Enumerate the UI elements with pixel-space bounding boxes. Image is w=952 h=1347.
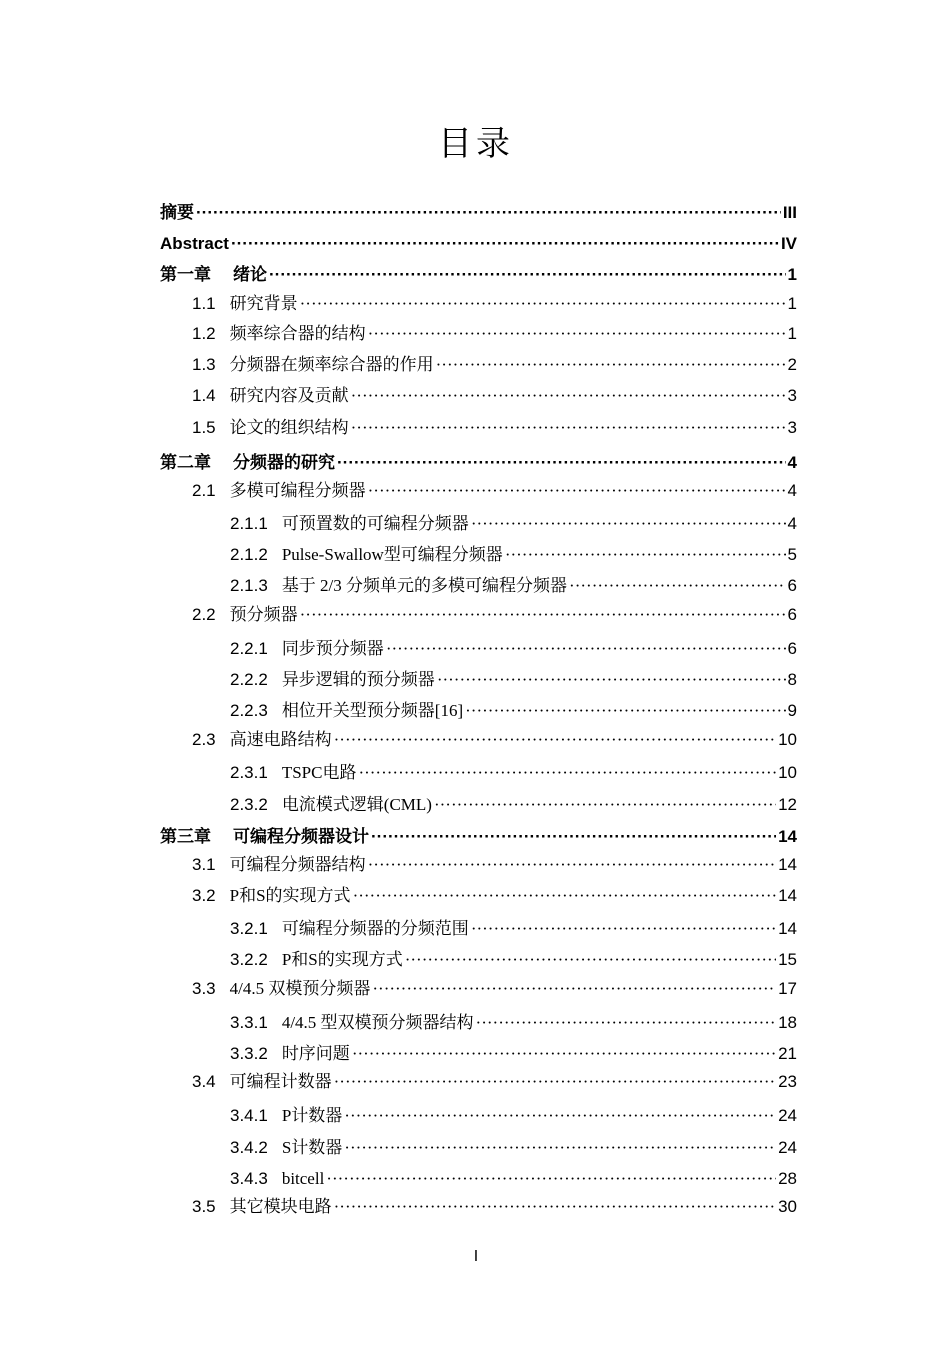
toc-entry-number: 2.3.1 <box>230 763 268 782</box>
toc-entry[interactable] <box>192 1072 797 1092</box>
toc-entry-number: 2.2.3 <box>230 701 268 720</box>
toc-entry[interactable] <box>192 886 797 906</box>
toc-entry-title: 研究背景 <box>229 294 298 313</box>
toc-entry-page: 24 <box>778 1106 797 1125</box>
dot-leader <box>353 886 777 906</box>
dot-leader <box>436 355 786 375</box>
toc-entry[interactable] <box>230 950 797 970</box>
dot-leader <box>476 1013 777 1033</box>
toc-entry-number: 2.2 <box>192 605 216 624</box>
toc-entry-number: 2.1.2 <box>230 545 268 564</box>
toc-entry-page: 6 <box>787 576 797 595</box>
toc-entry-title: 4/4.5 双模预分频器 <box>229 979 371 998</box>
toc-entry[interactable] <box>192 481 797 501</box>
toc-entry-title: 频率综合器的结构 <box>229 324 366 343</box>
dot-leader <box>344 1138 776 1158</box>
toc-entry-page: 12 <box>778 795 797 814</box>
toc-entry-page: 4 <box>787 453 797 472</box>
toc-entry-title: 论文的组织结构 <box>229 418 349 437</box>
dot-leader <box>300 294 786 314</box>
toc-entry-page: 5 <box>787 545 797 564</box>
toc-entry-title: 相位开关型预分频器[16] <box>281 701 464 720</box>
toc-entry[interactable] <box>160 203 797 223</box>
toc-entry-number: 第三章 <box>160 827 211 846</box>
toc-entry-title: 分频器在频率综合器的作用 <box>229 355 434 374</box>
dot-leader <box>326 1169 776 1189</box>
toc-entry[interactable] <box>230 639 797 659</box>
toc-entry-number: 1.3 <box>192 355 216 374</box>
toc-entry[interactable] <box>160 265 797 285</box>
toc-entry-title: 多模可编程分频器 <box>229 481 366 500</box>
toc-entry[interactable] <box>230 919 797 939</box>
dot-leader <box>358 763 776 783</box>
toc-entry[interactable] <box>230 576 797 596</box>
toc-entry-number: 3.3.1 <box>230 1013 268 1032</box>
toc-entry-page: 28 <box>778 1169 797 1188</box>
toc-entry[interactable] <box>192 294 797 314</box>
toc-entry-number: 1.1 <box>192 294 216 313</box>
toc-entry-page: 8 <box>787 670 797 689</box>
toc-entry-page: IV <box>780 234 797 253</box>
toc-entry-number: 3.4 <box>192 1072 216 1091</box>
toc-entry-page: 6 <box>787 639 797 658</box>
toc-entry[interactable] <box>230 1106 797 1126</box>
toc-entry-number: 1.4 <box>192 386 216 405</box>
toc-entry[interactable] <box>230 701 797 721</box>
dot-leader <box>196 203 781 223</box>
toc-entry-title: 电流模式逻辑(CML) <box>281 795 432 814</box>
toc-entry-title: 摘要 <box>160 203 194 222</box>
toc-entry[interactable] <box>192 730 797 750</box>
toc-entry-title: 时序问题 <box>281 1044 350 1063</box>
toc-entry[interactable] <box>230 545 797 565</box>
toc-entry-page: 2 <box>787 355 797 374</box>
toc-entry-page: 4 <box>787 514 797 533</box>
toc-entry-title: Abstract <box>160 234 229 253</box>
toc-entry[interactable] <box>192 979 797 999</box>
dot-leader <box>352 1044 776 1064</box>
toc-entry-title: 可编程分频器设计 <box>233 827 369 846</box>
dot-leader <box>344 1106 776 1126</box>
toc-entry-title: P和S的实现方式 <box>229 886 351 905</box>
toc-entry-number: 2.3.2 <box>230 795 268 814</box>
toc-entry[interactable] <box>230 1169 797 1189</box>
toc-entry-title: 预分频器 <box>229 605 298 624</box>
dot-leader <box>465 701 785 721</box>
toc-entry-page: 1 <box>787 324 797 343</box>
toc-entry-title: TSPC电路 <box>281 763 357 782</box>
toc-entry-title: 可编程分频器结构 <box>229 855 366 874</box>
toc-entry-title: 异步逻辑的预分频器 <box>281 670 435 689</box>
toc-entry-title: P计数器 <box>281 1106 343 1125</box>
dot-leader <box>386 639 786 659</box>
dot-leader <box>231 234 779 254</box>
toc-entry-page: 1 <box>787 294 797 313</box>
toc-entry-number: 2.1 <box>192 481 216 500</box>
toc-entry-number: 3.4.1 <box>230 1106 268 1125</box>
toc-entry[interactable] <box>192 355 797 375</box>
dot-leader <box>434 795 776 815</box>
toc-entry-title: 分频器的研究 <box>233 453 335 472</box>
toc-entry-number: 1.2 <box>192 324 216 343</box>
dot-leader <box>368 481 786 501</box>
toc-entry-page: 10 <box>778 763 797 782</box>
toc-entry-page: 14 <box>778 855 797 874</box>
toc-entry-number: 2.2.2 <box>230 670 268 689</box>
toc-entry-page: 14 <box>778 886 797 905</box>
toc-entry-title: P和S的实现方式 <box>281 950 403 969</box>
toc-entry-page: 14 <box>778 919 797 938</box>
toc-entry[interactable] <box>230 1013 797 1033</box>
toc-entry[interactable] <box>230 1138 797 1158</box>
toc-entry-number: 2.1.3 <box>230 576 268 595</box>
toc-entry-page: 18 <box>778 1013 797 1032</box>
toc-entry-number: 2.1.1 <box>230 514 268 533</box>
toc-entry-page: 10 <box>778 730 797 749</box>
toc-entry-page: 3 <box>787 386 797 405</box>
toc-entry[interactable] <box>230 514 797 534</box>
toc-entry-title: Pulse-Swallow型可编程分频器 <box>281 545 503 564</box>
toc-entry-title: 基于 2/3 分频单元的多模可编程分频器 <box>281 576 568 595</box>
toc-entry-number: 3.3 <box>192 979 216 998</box>
dot-leader <box>351 418 786 438</box>
dot-leader <box>505 545 786 565</box>
toc-entry-title: 研究内容及贡献 <box>229 386 349 405</box>
toc-entry-number: 3.5 <box>192 1197 216 1216</box>
page-number: I <box>473 1248 479 1265</box>
toc-entry-number: 3.2.1 <box>230 919 268 938</box>
toc-entry[interactable] <box>230 1044 797 1064</box>
toc-entry-title: 可预置数的可编程分频器 <box>281 514 469 533</box>
toc-entry-title: 同步预分频器 <box>281 639 384 658</box>
toc-entry[interactable] <box>192 386 797 406</box>
toc-entry-page: 24 <box>778 1138 797 1157</box>
toc-entry-title: 高速电路结构 <box>229 730 332 749</box>
toc-entry-page: 21 <box>778 1044 797 1063</box>
toc-entry-title: 绪论 <box>233 265 267 284</box>
toc-entry-title: 可编程计数器 <box>229 1072 332 1091</box>
toc-entry-number: 3.4.2 <box>230 1138 268 1157</box>
toc-entry-number: 2.3 <box>192 730 216 749</box>
dot-leader <box>371 827 776 847</box>
toc-entry[interactable] <box>230 670 797 690</box>
toc-entry-page: 9 <box>787 701 797 720</box>
toc-entry-number: 3.2.2 <box>230 950 268 969</box>
toc-entry-title: 可编程分频器的分频范围 <box>281 919 469 938</box>
toc-entry[interactable] <box>160 827 797 847</box>
toc-entry-page: 1 <box>787 265 797 284</box>
dot-leader <box>337 453 786 473</box>
toc-entry-title: S计数器 <box>281 1138 343 1157</box>
toc-entry-page: 14 <box>778 827 797 846</box>
dot-leader <box>368 324 786 344</box>
dot-leader <box>351 386 786 406</box>
toc-entry-page: 30 <box>778 1197 797 1216</box>
dot-leader <box>368 855 776 875</box>
toc-entry[interactable] <box>192 855 797 875</box>
toc-entry-number: 1.5 <box>192 418 216 437</box>
dot-leader <box>300 605 786 625</box>
toc-entry[interactable] <box>192 605 797 625</box>
toc-entry-title: 其它模块电路 <box>229 1197 332 1216</box>
dot-leader <box>334 1072 776 1092</box>
dot-leader <box>471 919 776 939</box>
dot-leader <box>334 730 776 750</box>
toc-entry-title: 4/4.5 型双模预分频器结构 <box>281 1013 474 1032</box>
toc-entry[interactable] <box>192 418 797 438</box>
toc-entry-page: III <box>782 203 797 222</box>
toc-entry-number: 2.2.1 <box>230 639 268 658</box>
toc-entry[interactable] <box>192 324 797 344</box>
toc-entry-number: 3.1 <box>192 855 216 874</box>
toc-entry-page: 17 <box>778 979 797 998</box>
dot-leader <box>569 576 785 596</box>
dot-leader <box>334 1197 776 1217</box>
toc-entry-title: bitcell <box>281 1169 325 1188</box>
toc-entry-page: 4 <box>787 481 797 500</box>
toc-entry-page: 23 <box>778 1072 797 1091</box>
toc-entry-number: 3.4.3 <box>230 1169 268 1188</box>
dot-leader <box>269 265 786 285</box>
toc-entry-number: 3.2 <box>192 886 216 905</box>
toc-entry-page: 15 <box>778 950 797 969</box>
toc-entry-number: 3.3.2 <box>230 1044 268 1063</box>
dot-leader <box>405 950 776 970</box>
toc-entry-page: 6 <box>787 605 797 624</box>
dot-leader <box>471 514 786 534</box>
toc-entry-number: 第一章 <box>160 265 211 284</box>
toc-entry[interactable] <box>160 453 797 473</box>
toc-entry[interactable] <box>230 795 797 815</box>
toc-entry[interactable] <box>192 1197 797 1217</box>
page-title: 目录 <box>438 124 514 164</box>
toc-entry[interactable] <box>230 763 797 783</box>
dot-leader <box>372 979 776 999</box>
toc-entry[interactable] <box>160 234 797 254</box>
dot-leader <box>437 670 786 690</box>
toc-entry-page: 3 <box>787 418 797 437</box>
toc-entry-number: 第二章 <box>160 453 211 472</box>
